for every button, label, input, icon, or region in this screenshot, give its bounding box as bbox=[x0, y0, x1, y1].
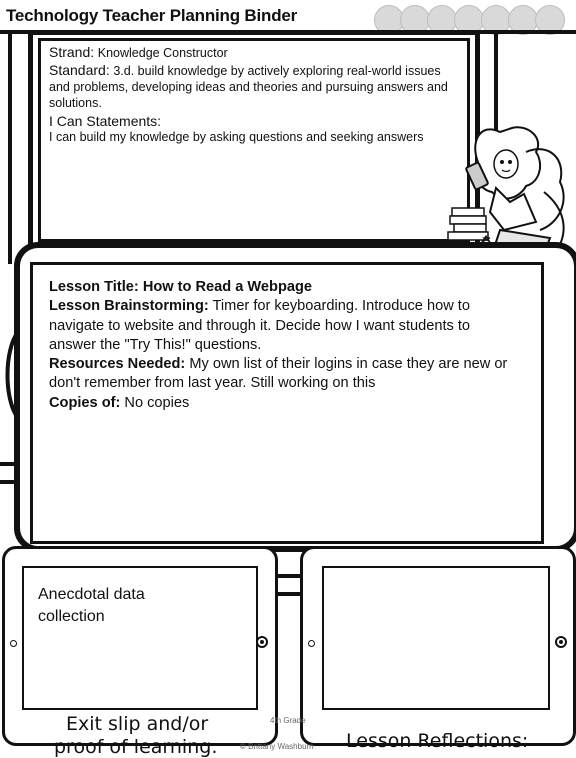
anecdotal-text: Anecdotal data collection bbox=[38, 586, 145, 625]
home-button-icon bbox=[555, 636, 567, 648]
home-button-icon bbox=[256, 636, 268, 648]
i-can-value: I can build my knowledge by asking questions and seeking answers bbox=[49, 130, 424, 144]
lesson-text bbox=[49, 278, 519, 413]
copies-label: Copies of: bbox=[49, 394, 121, 411]
brainstorm-label: Lesson Brainstorming: bbox=[49, 298, 209, 315]
lesson-title-label: Lesson Title: bbox=[49, 279, 139, 295]
standards-text bbox=[49, 44, 461, 145]
copies-value: No copies bbox=[124, 394, 190, 411]
resources-label: Resources Needed: bbox=[49, 356, 186, 373]
page-title: Technology Teacher Planning Binder bbox=[6, 6, 298, 25]
strand-value: Knowledge Constructor bbox=[97, 46, 228, 60]
copyright-text: © Brittany Washburn bbox=[240, 742, 314, 751]
exit-slip-caption-line2: proof of learning: bbox=[54, 736, 218, 758]
camera-icon bbox=[308, 640, 315, 647]
standard-value: 3.d. build knowledge by actively exploring real-world issues and problems, developing ideas and theories and pursuing answers and solutions. bbox=[49, 64, 448, 110]
standard-label: Standard: bbox=[49, 62, 110, 78]
reflections-caption: Lesson Reflections: bbox=[346, 730, 529, 752]
i-can-label: I Can Statements: bbox=[49, 113, 162, 129]
camera-icon bbox=[10, 640, 17, 647]
exit-slip-caption-line1: Exit slip and/or bbox=[66, 713, 209, 735]
grade-label: 4th Grade bbox=[270, 716, 306, 725]
strand-label: Strand: bbox=[49, 44, 95, 60]
divider-line bbox=[8, 34, 12, 264]
right-tablet-screen bbox=[322, 566, 550, 710]
side-bracket bbox=[0, 330, 20, 420]
brainstorm-value: Timer for keyboarding. Introduce how to navigate to website and through it. Decide how I want students to answer the "Try This!" questions. bbox=[49, 298, 471, 353]
lesson-title-value: How to Read a Webpage bbox=[142, 279, 313, 295]
resources-value: My own list of their logins in case they are new or don't remember from last year. Still working on this bbox=[49, 356, 508, 392]
